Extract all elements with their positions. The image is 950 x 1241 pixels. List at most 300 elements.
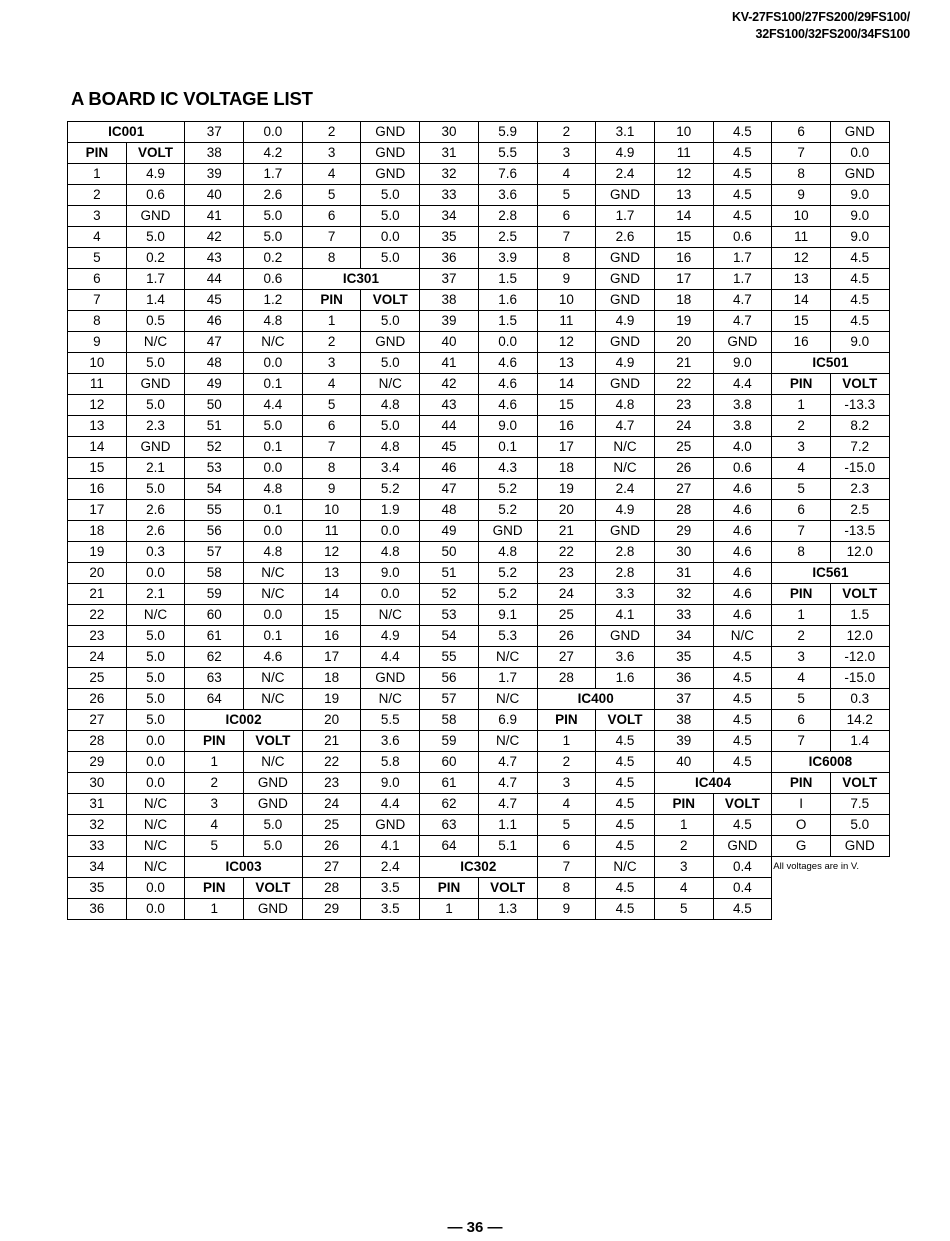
value-cell: 62 xyxy=(420,794,479,815)
value-cell: 32 xyxy=(68,815,127,836)
value-cell: 3.6 xyxy=(596,647,655,668)
value-cell: 32 xyxy=(420,164,479,185)
value-cell: 58 xyxy=(185,563,244,584)
value-cell: 30 xyxy=(68,773,127,794)
value-cell: N/C xyxy=(244,563,303,584)
value-cell: 53 xyxy=(185,458,244,479)
value-cell: 0.0 xyxy=(244,458,303,479)
value-cell: GND xyxy=(830,164,889,185)
value-cell: 17 xyxy=(68,500,127,521)
value-cell: 1 xyxy=(420,899,479,920)
value-cell: 2.6 xyxy=(126,521,185,542)
value-cell: 0.0 xyxy=(478,332,537,353)
value-cell: 8 xyxy=(537,878,596,899)
value-cell: 7 xyxy=(302,227,361,248)
value-cell: 17 xyxy=(537,437,596,458)
value-cell: 4.7 xyxy=(713,290,772,311)
table-row xyxy=(68,773,890,794)
value-cell: 6 xyxy=(772,500,831,521)
value-cell: 4.4 xyxy=(244,395,303,416)
value-cell: N/C xyxy=(244,584,303,605)
value-cell: 2 xyxy=(772,416,831,437)
value-cell: 9 xyxy=(302,479,361,500)
value-cell: 59 xyxy=(420,731,479,752)
value-cell: 28 xyxy=(537,668,596,689)
value-cell: -13.3 xyxy=(830,395,889,416)
volt-column-header: VOLT xyxy=(244,878,303,899)
value-cell: N/C xyxy=(244,752,303,773)
table-row xyxy=(68,731,890,752)
table-row xyxy=(68,794,890,815)
value-cell: 4.5 xyxy=(713,143,772,164)
value-cell: 5.0 xyxy=(126,710,185,731)
value-cell: 3 xyxy=(302,143,361,164)
value-cell: 1 xyxy=(772,395,831,416)
value-cell: -15.0 xyxy=(830,458,889,479)
ic-header-cell: IC6008 xyxy=(772,752,889,773)
value-cell: 40 xyxy=(420,332,479,353)
value-cell: 4.8 xyxy=(596,395,655,416)
table-row xyxy=(68,479,890,500)
value-cell: 4.7 xyxy=(478,794,537,815)
value-cell: 4.5 xyxy=(596,878,655,899)
value-cell: 5.2 xyxy=(478,584,537,605)
value-cell: 0.2 xyxy=(126,248,185,269)
value-cell: GND xyxy=(361,332,420,353)
value-cell: 27 xyxy=(302,857,361,878)
value-cell: 2 xyxy=(654,836,713,857)
value-cell: 2.6 xyxy=(244,185,303,206)
value-cell: 24 xyxy=(537,584,596,605)
pin-column-header: PIN xyxy=(772,773,831,794)
pin-column-header: PIN xyxy=(302,290,361,311)
value-cell: 0.1 xyxy=(244,626,303,647)
value-cell: 11 xyxy=(772,227,831,248)
value-cell: 4.9 xyxy=(596,353,655,374)
value-cell: 4.6 xyxy=(244,647,303,668)
value-cell: 1.5 xyxy=(478,269,537,290)
value-cell: 18 xyxy=(68,521,127,542)
table-row xyxy=(68,878,890,899)
value-cell: 4 xyxy=(654,878,713,899)
value-cell: 2.8 xyxy=(478,206,537,227)
value-cell: 2.3 xyxy=(830,479,889,500)
value-cell: 5.0 xyxy=(244,836,303,857)
value-cell: 1.4 xyxy=(830,731,889,752)
value-cell: 5.5 xyxy=(361,710,420,731)
value-cell: GND xyxy=(478,521,537,542)
value-cell: 6 xyxy=(537,836,596,857)
value-cell: 63 xyxy=(420,815,479,836)
value-cell: 4.7 xyxy=(713,311,772,332)
value-cell: 4.4 xyxy=(361,647,420,668)
table-row xyxy=(68,542,890,563)
table-row xyxy=(68,458,890,479)
value-cell: 0.4 xyxy=(713,878,772,899)
value-cell: 13 xyxy=(772,269,831,290)
value-cell: 0.1 xyxy=(244,374,303,395)
value-cell: 1 xyxy=(185,899,244,920)
value-cell: 24 xyxy=(654,416,713,437)
value-cell: 6 xyxy=(68,269,127,290)
value-cell: 5.1 xyxy=(478,836,537,857)
value-cell: 3 xyxy=(772,647,831,668)
value-cell: 25 xyxy=(302,815,361,836)
table-row xyxy=(68,269,890,290)
value-cell: 5.0 xyxy=(361,185,420,206)
value-cell: 8 xyxy=(68,311,127,332)
value-cell: 13 xyxy=(537,353,596,374)
value-cell: N/C xyxy=(126,605,185,626)
value-cell: 8 xyxy=(772,542,831,563)
value-cell: N/C xyxy=(596,857,655,878)
value-cell: 16 xyxy=(302,626,361,647)
value-cell: 9.0 xyxy=(361,773,420,794)
table-row xyxy=(68,521,890,542)
value-cell: G xyxy=(772,836,831,857)
value-cell: 4.5 xyxy=(830,269,889,290)
value-cell: 4.3 xyxy=(478,458,537,479)
value-cell: 4.6 xyxy=(713,584,772,605)
ic-header-cell: IC400 xyxy=(537,689,654,710)
value-cell: GND xyxy=(244,899,303,920)
table-row xyxy=(68,647,890,668)
table-row xyxy=(68,122,890,143)
value-cell: 12 xyxy=(537,332,596,353)
value-cell: 5 xyxy=(654,899,713,920)
value-cell: 4.8 xyxy=(244,542,303,563)
value-cell: 55 xyxy=(420,647,479,668)
value-cell: 3.4 xyxy=(361,458,420,479)
value-cell: 60 xyxy=(420,752,479,773)
value-cell: 5.0 xyxy=(244,206,303,227)
value-cell: 19 xyxy=(302,689,361,710)
value-cell: 5.0 xyxy=(126,479,185,500)
value-cell: 3 xyxy=(654,857,713,878)
value-cell: 0.0 xyxy=(126,878,185,899)
table-row xyxy=(68,584,890,605)
value-cell: 24 xyxy=(68,647,127,668)
table-row xyxy=(68,374,890,395)
ic-header-cell: IC003 xyxy=(185,857,302,878)
value-cell: 10 xyxy=(302,500,361,521)
value-cell: 37 xyxy=(420,269,479,290)
value-cell: 58 xyxy=(420,710,479,731)
value-cell: 59 xyxy=(185,584,244,605)
value-cell: 0.0 xyxy=(126,773,185,794)
value-cell: 4.9 xyxy=(596,500,655,521)
value-cell: 28 xyxy=(654,500,713,521)
value-cell: 4.6 xyxy=(713,542,772,563)
value-cell: 3.6 xyxy=(361,731,420,752)
value-cell: 14.2 xyxy=(830,710,889,731)
value-cell: 39 xyxy=(185,164,244,185)
value-cell: 0.3 xyxy=(126,542,185,563)
value-cell: N/C xyxy=(244,332,303,353)
value-cell: 0.1 xyxy=(244,437,303,458)
value-cell: 0.0 xyxy=(126,731,185,752)
value-cell: 5.5 xyxy=(478,143,537,164)
value-cell: N/C xyxy=(361,374,420,395)
value-cell: 0.5 xyxy=(126,311,185,332)
value-cell: 1 xyxy=(537,731,596,752)
value-cell: GND xyxy=(126,437,185,458)
value-cell: 5.8 xyxy=(361,752,420,773)
value-cell: 9 xyxy=(537,899,596,920)
value-cell: 4.9 xyxy=(361,626,420,647)
value-cell: 0.0 xyxy=(244,353,303,374)
value-cell: 0.2 xyxy=(244,248,303,269)
value-cell: 4.5 xyxy=(713,899,772,920)
value-cell: 4 xyxy=(537,794,596,815)
value-cell: 25 xyxy=(68,668,127,689)
value-cell: 43 xyxy=(420,395,479,416)
value-cell: 9.0 xyxy=(478,416,537,437)
value-cell: 12.0 xyxy=(830,626,889,647)
value-cell: 7.5 xyxy=(830,794,889,815)
value-cell: 5.0 xyxy=(126,647,185,668)
pin-column-header: PIN xyxy=(420,878,479,899)
value-cell: 2.5 xyxy=(830,500,889,521)
value-cell: 4.8 xyxy=(361,542,420,563)
value-cell: 16 xyxy=(772,332,831,353)
value-cell: 4.5 xyxy=(713,689,772,710)
value-cell: 4.2 xyxy=(244,143,303,164)
pin-column-header: PIN xyxy=(772,584,831,605)
value-cell: 9.0 xyxy=(830,227,889,248)
value-cell: N/C xyxy=(596,458,655,479)
table-row xyxy=(68,500,890,521)
value-cell: 3.8 xyxy=(713,416,772,437)
value-cell: 43 xyxy=(185,248,244,269)
value-cell: 4.0 xyxy=(713,437,772,458)
value-cell: 4.5 xyxy=(830,248,889,269)
value-cell: 5.9 xyxy=(478,122,537,143)
value-cell: 3.3 xyxy=(596,584,655,605)
value-cell: 4 xyxy=(68,227,127,248)
value-cell: 5.3 xyxy=(478,626,537,647)
value-cell: 18 xyxy=(537,458,596,479)
value-cell: 1.2 xyxy=(244,290,303,311)
value-cell: 4 xyxy=(185,815,244,836)
value-cell: 6 xyxy=(302,206,361,227)
value-cell: 0.0 xyxy=(830,143,889,164)
value-cell: 15 xyxy=(537,395,596,416)
table-row xyxy=(68,416,890,437)
value-cell: 36 xyxy=(68,899,127,920)
value-cell: 0.0 xyxy=(244,605,303,626)
value-cell: 39 xyxy=(420,311,479,332)
value-cell: 3 xyxy=(302,353,361,374)
value-cell: 2 xyxy=(302,332,361,353)
volt-column-header: VOLT xyxy=(244,731,303,752)
value-cell: GND xyxy=(830,122,889,143)
value-cell: 8 xyxy=(772,164,831,185)
value-cell: 30 xyxy=(654,542,713,563)
value-cell: 8 xyxy=(302,458,361,479)
value-cell: 47 xyxy=(185,332,244,353)
value-cell: 9 xyxy=(772,185,831,206)
volt-column-header: VOLT xyxy=(478,878,537,899)
value-cell: 4.4 xyxy=(361,794,420,815)
value-cell: 15 xyxy=(68,458,127,479)
value-cell: 3 xyxy=(185,794,244,815)
value-cell: 27 xyxy=(537,647,596,668)
value-cell: 4.9 xyxy=(126,164,185,185)
value-cell: 1.3 xyxy=(478,899,537,920)
value-cell: 1 xyxy=(772,605,831,626)
value-cell: 5.0 xyxy=(361,416,420,437)
value-cell: 64 xyxy=(185,689,244,710)
value-cell: 5 xyxy=(772,479,831,500)
value-cell: 4.5 xyxy=(596,731,655,752)
empty-cell xyxy=(772,899,889,920)
value-cell: GND xyxy=(596,626,655,647)
value-cell: GND xyxy=(596,374,655,395)
value-cell: 2.1 xyxy=(126,458,185,479)
value-cell: 3.6 xyxy=(478,185,537,206)
value-cell: 4.5 xyxy=(830,311,889,332)
value-cell: 4.8 xyxy=(361,437,420,458)
value-cell: 19 xyxy=(68,542,127,563)
value-cell: 5 xyxy=(537,815,596,836)
value-cell: 12 xyxy=(772,248,831,269)
value-cell: 1.1 xyxy=(478,815,537,836)
value-cell: N/C xyxy=(126,815,185,836)
value-cell: GND xyxy=(361,815,420,836)
value-cell: 35 xyxy=(68,878,127,899)
value-cell: 4.5 xyxy=(713,752,772,773)
value-cell: 16 xyxy=(68,479,127,500)
value-cell: 4.6 xyxy=(713,521,772,542)
value-cell: 6 xyxy=(302,416,361,437)
value-cell: N/C xyxy=(361,689,420,710)
value-cell: 48 xyxy=(420,500,479,521)
value-cell: 29 xyxy=(68,752,127,773)
value-cell: 6 xyxy=(772,710,831,731)
value-cell: 1.7 xyxy=(126,269,185,290)
value-cell: 45 xyxy=(420,437,479,458)
value-cell: 4.6 xyxy=(478,353,537,374)
value-cell: 64 xyxy=(420,836,479,857)
value-cell: 0.6 xyxy=(713,227,772,248)
value-cell: GND xyxy=(361,164,420,185)
value-cell: 49 xyxy=(185,374,244,395)
value-cell: 10 xyxy=(537,290,596,311)
value-cell: 5.0 xyxy=(244,227,303,248)
value-cell: 11 xyxy=(654,143,713,164)
table-row xyxy=(68,815,890,836)
value-cell: 4.5 xyxy=(713,815,772,836)
value-cell: 4.5 xyxy=(713,164,772,185)
value-cell: N/C xyxy=(596,437,655,458)
value-cell: 26 xyxy=(654,458,713,479)
value-cell: 37 xyxy=(654,689,713,710)
value-cell: GND xyxy=(713,836,772,857)
value-cell: 1.7 xyxy=(596,206,655,227)
table-row xyxy=(68,437,890,458)
value-cell: 5.0 xyxy=(126,227,185,248)
value-cell: 0.0 xyxy=(244,521,303,542)
value-cell: N/C xyxy=(713,626,772,647)
value-cell: 6 xyxy=(537,206,596,227)
value-cell: 1.5 xyxy=(478,311,537,332)
value-cell: GND xyxy=(596,248,655,269)
volt-column-header: VOLT xyxy=(830,773,889,794)
value-cell: 21 xyxy=(302,731,361,752)
value-cell: GND xyxy=(596,269,655,290)
value-cell: 2.4 xyxy=(596,479,655,500)
empty-cell xyxy=(772,878,889,899)
value-cell: 3.9 xyxy=(478,248,537,269)
value-cell: 4.5 xyxy=(830,290,889,311)
value-cell: 10 xyxy=(772,206,831,227)
value-cell: 1.9 xyxy=(361,500,420,521)
value-cell: 5 xyxy=(302,395,361,416)
table-row xyxy=(68,311,890,332)
value-cell: 5.0 xyxy=(126,395,185,416)
value-cell: 9.0 xyxy=(830,185,889,206)
value-cell: 2 xyxy=(68,185,127,206)
value-cell: 3.5 xyxy=(361,899,420,920)
value-cell: 57 xyxy=(420,689,479,710)
value-cell: 5 xyxy=(185,836,244,857)
model-number-line-2: 32FS100/32FS200/34FS100 xyxy=(755,27,910,41)
value-cell: 24 xyxy=(302,794,361,815)
value-cell: 40 xyxy=(654,752,713,773)
value-cell: 52 xyxy=(420,584,479,605)
value-cell: 56 xyxy=(185,521,244,542)
value-cell: N/C xyxy=(126,836,185,857)
value-cell: 2 xyxy=(537,752,596,773)
value-cell: 1.5 xyxy=(830,605,889,626)
value-cell: 5.0 xyxy=(361,206,420,227)
value-cell: 7 xyxy=(772,143,831,164)
value-cell: 61 xyxy=(185,626,244,647)
value-cell: 5.0 xyxy=(126,689,185,710)
value-cell: 1 xyxy=(68,164,127,185)
value-cell: 26 xyxy=(537,626,596,647)
value-cell: 22 xyxy=(537,542,596,563)
value-cell: 11 xyxy=(537,311,596,332)
value-cell: 2.8 xyxy=(596,563,655,584)
table-row xyxy=(68,605,890,626)
value-cell: 7 xyxy=(68,290,127,311)
value-cell: 2.3 xyxy=(126,416,185,437)
value-cell: 5.2 xyxy=(478,500,537,521)
table-row xyxy=(68,836,890,857)
value-cell: 2.1 xyxy=(126,584,185,605)
value-cell: 4.5 xyxy=(596,899,655,920)
value-cell: 1 xyxy=(302,311,361,332)
table-row xyxy=(68,185,890,206)
table-row xyxy=(68,668,890,689)
value-cell: 35 xyxy=(654,647,713,668)
value-cell: 7.2 xyxy=(830,437,889,458)
value-cell: 4 xyxy=(302,374,361,395)
value-cell: 41 xyxy=(185,206,244,227)
table-row xyxy=(68,353,890,374)
table-row xyxy=(68,143,890,164)
value-cell: N/C xyxy=(478,731,537,752)
value-cell: 14 xyxy=(772,290,831,311)
value-cell: GND xyxy=(596,332,655,353)
value-cell: 51 xyxy=(185,416,244,437)
value-cell: 9.0 xyxy=(830,206,889,227)
value-cell: 4.7 xyxy=(478,773,537,794)
value-cell: 1.7 xyxy=(244,164,303,185)
value-cell: 20 xyxy=(654,332,713,353)
